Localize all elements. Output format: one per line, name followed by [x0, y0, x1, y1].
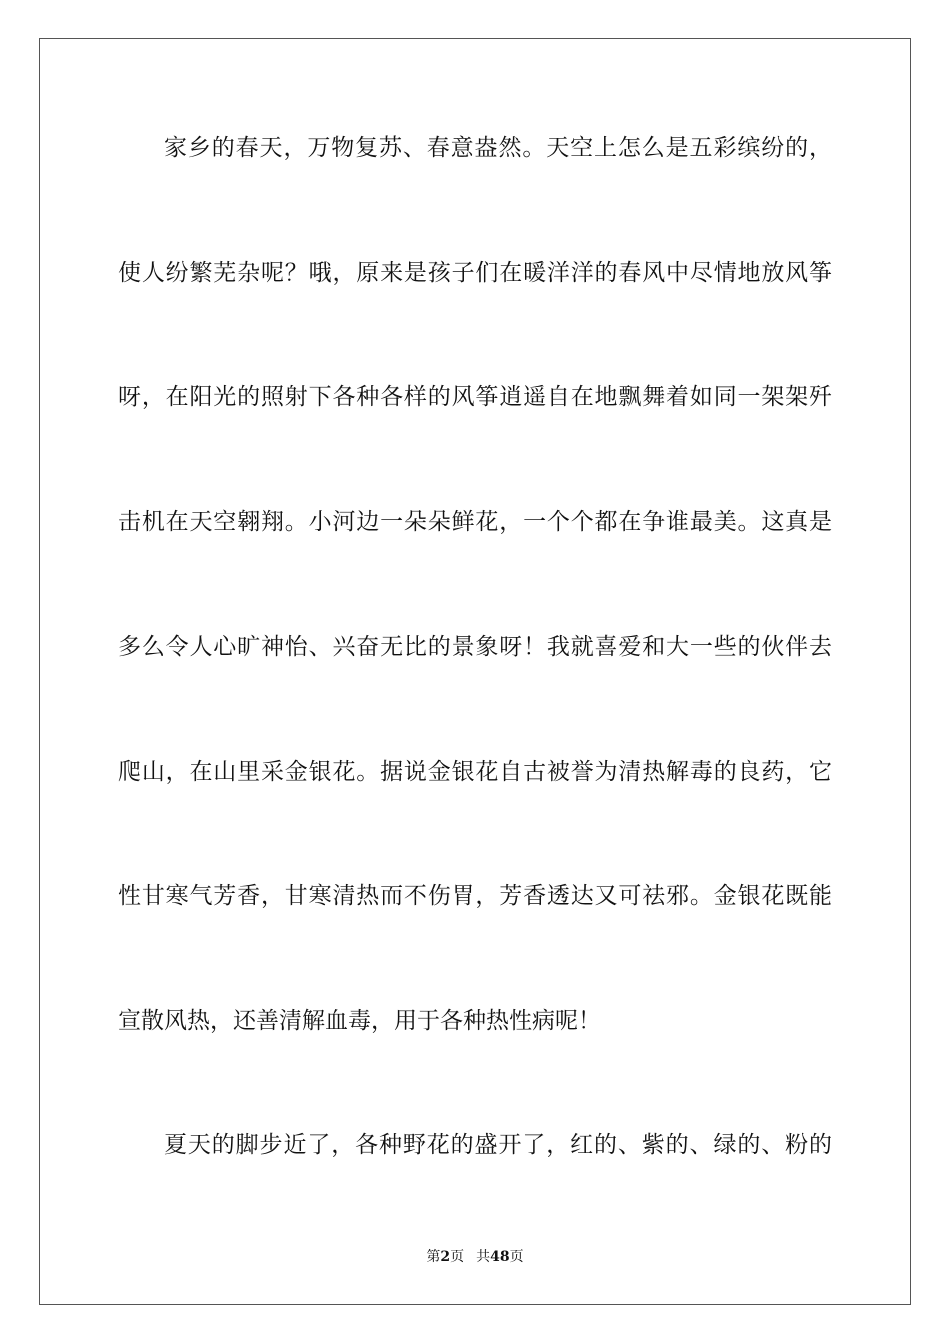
footer-total-pages: 48	[490, 1249, 510, 1265]
paragraph-1-line-4: 击机在天空翱翔。小河边一朵朵鲜花，一个个都在争谁最美。这真是	[118, 509, 832, 535]
paragraph-1-line-1: 家乡的春天，万物复苏、春意盎然。天空上怎么是五彩缤纷的，	[164, 135, 832, 161]
paragraph-2-line-1: 夏天的脚步近了，各种野花的盛开了，红的、紫的、绿的、粉的	[164, 1132, 832, 1158]
page-footer	[0, 1247, 950, 1267]
paragraph-1-line-5: 多么令人心旷神怡、兴奋无比的景象呀！我就喜爱和大一些的伙伴去	[118, 634, 832, 660]
footer-page-number: 2	[440, 1249, 451, 1265]
paragraph-1-line-6: 爬山，在山里采金银花。据说金银花自古被誉为清热解毒的良药，它	[118, 759, 832, 785]
paragraph-1-line-7: 性甘寒气芳香，甘寒清热而不伤胃，芳香透达又可祛邪。金银花既能	[118, 883, 832, 909]
footer-total-suffix: 页	[509, 1249, 524, 1265]
footer-total-prefix: 共	[476, 1249, 491, 1265]
paragraph-1-line-2: 使人纷繁芜杂呢？哦，原来是孩子们在暖洋洋的春风中尽情地放风筝	[118, 260, 832, 286]
paragraph-1-line-3: 呀，在阳光的照射下各种各样的风筝逍遥自在地飘舞着如同一架架歼	[118, 384, 832, 410]
footer-page-prefix: 第	[426, 1249, 441, 1265]
footer-page-suffix: 页	[450, 1249, 465, 1265]
page-border	[39, 38, 911, 1305]
paragraph-1-line-8: 宣散风热，还善清解血毒，用于各种热性病呢！	[118, 1008, 601, 1034]
